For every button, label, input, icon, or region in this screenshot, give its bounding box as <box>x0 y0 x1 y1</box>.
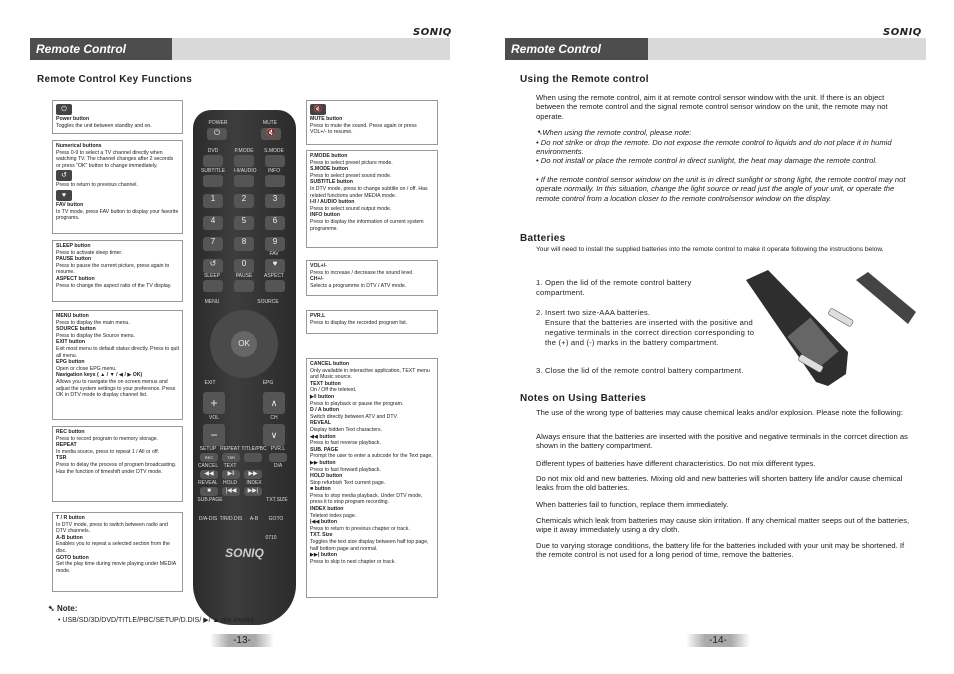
numerical-box: Numerical buttons Press 0-9 to select a TV channel directly when watching TV. The channel changes after 2 seconds or press "OK" button to change immediately. ↺ Press to return to previous channel. ♥ FAV button In TV mode, press FAV button to display your favorite programs. <box>52 140 183 234</box>
remote-logo: SONIQ <box>225 546 264 560</box>
header-bar-left <box>30 38 450 60</box>
return-icon: ↺ <box>56 170 72 181</box>
section-title: Remote Control Key Functions <box>37 74 193 85</box>
bullet-1: • Do not strike or drop the remote. Do not expose the remote control to liquids and do not place it in humid environments. <box>536 138 892 157</box>
mute-icon: 🔇 <box>310 104 326 115</box>
page-number-right: -14- <box>686 634 750 647</box>
using-title: Using the Remote control <box>520 74 649 85</box>
battery-illustration <box>738 262 918 392</box>
bullet-2: • Do not install or place the remote control in direct sunlight, the heat may damage the remote control. <box>536 156 878 165</box>
header-bar-right <box>505 38 926 60</box>
power-box: ⏻ Power button Toggles the unit between standby and on. <box>52 100 183 134</box>
using-note: ➷When using the remote control, please note: <box>536 128 692 137</box>
vol-box: VOL+/- Press to increase / decrease the sound level. CH+/- Selects a programme in DTV / ATV mode. <box>306 260 438 296</box>
notes-1: The use of the wrong type of batteries may cause chemical leaks and/or explosion. Please note the following: <box>536 408 903 417</box>
note-title: ➷ Note: <box>48 604 78 613</box>
notes-7: Due to varying storage conditions, the battery life for the batteries included with your unit may be shortened. If the remote control is not used for a long period of time, remove the batteries. <box>536 541 905 560</box>
mute-button: 🔇 <box>261 128 281 140</box>
batteries-text: Your will need to install the supplied batteries into the remote control to make it operate following the instructions below. <box>536 246 884 253</box>
notes-2: Always ensure that the batteries are inserted with the positive and negative terminals in the corrcet direction as shown in the battery compartment. <box>536 432 908 451</box>
page-number-left: -13- <box>210 634 274 647</box>
header-title-right: Remote Control <box>505 38 651 60</box>
rec-box: REC button Press to record program to memory storage. REPEAT In media source, press to repeat 1 / All or off. TSR Press to delay the process of program broadcasting. Has the function of timeshift under DTV mode. <box>52 426 183 502</box>
cancel-box: CANCEL button Only available in interactive application, TEXT menu and Music source. TEXT button On / Off the teletext. ▶‖ button Press to playback or pause the program. D / A button Switch directly between ATV and DTV. REVEAL Display hidden Text characters. ◀◀ button Press to fast reverse playback. SUB. PAGE Prompt the user to enter a subcode for the Text page. ▶▶ button Press to fast forward playback. HOLD button Stop refurbish Text current page. ■ button Press to stop media playback. Under DTV mode, press it to stop program recording. INDEX button Teletext index page. |◀◀ button Press to return to previous chapter or track. TXT. Size Toggles the text size display between half top page, half bottom page and normal. ▶▶| button Press to skip to next chapter or track. <box>306 358 438 598</box>
step-1: 1. Open the lid of the remote control battery compartment. <box>536 278 692 297</box>
remote-illustration: POWER MUTE ⏻ 🔇 DVD P.MODE S.MODE SUBTITLE I-II/AUDIO INFO 1 2 3 4 5 6 7 8 9 ↺ 0 ♥ FAV SLEEP PAUSE ASPECT MENU SOURCE OK EXIT EPG + ∧ VOL CH − ∨ SETUP REPEAT TITLE/PBC PVR.L REC TSR CANCEL TEXT D/A ◀◀ ▶‖ ▶▶ REVEAL HOLD INDEX ■ |◀◀ ▶▶| SUB.PAGE TXT.SIZE D/A-DIS T/R/D.DIS A-B GOTO 0710 SONIQ <box>193 110 296 625</box>
ok-button: OK <box>231 331 257 357</box>
sleep-box: SLEEP button Press to activate sleep timer. PAUSE button Press to pause the current picture, press again to resume. ASPECT button Press to change the aspect ratio of the TV display. <box>52 240 183 302</box>
brand-logo-right: SONIQ <box>883 27 922 38</box>
menu-box: MENU button Press to display the main menu. SOURCE button Press to display the Source menu. EXIT button Exit most menu to default status directly. Press to quit all menu. EPG button Open or close EPG menu. Navigation keys ( ▲ / ▼ / ◀ / ▶ OK) Allows you to navigate the on screen menus and adjust the system settings to your preference. Press OK in DTV mode to display channel list. <box>52 310 183 420</box>
notes-title: Notes on Using Batteries <box>520 393 647 404</box>
mute-box: 🔇 MUTE button Press to mute the sound. Press again or press VOL+/- to resume. <box>306 100 438 145</box>
fav-icon: ♥ <box>56 190 72 201</box>
remote-back-image <box>746 270 848 386</box>
notes-6: Chemicals which leak from batteries may cause skin irritation. If any chemical matter seeps out of the batteries, wipe it away immediately using a dry cloth. <box>536 516 910 535</box>
step-2: 2. Insert two size-AAA batteries. <box>536 308 651 317</box>
note-text: • USB/SD/3D/DVD/TITLE/PBC/SETUP/D.DIS/ ▶/ ▲ are invalid. <box>58 617 256 624</box>
notes-3: Different types of batteries have different characteristics. Do not mix different types. <box>536 459 816 468</box>
notes-4: Do not mix old and new batteries. Mixing old and new batteries will shorten battery life and/or cause chemical leaks from the old batteries. <box>536 474 903 493</box>
header-title-left: Remote Control <box>30 38 176 60</box>
note-arrow-icon: ➷ <box>536 128 543 137</box>
notes-5: When batteries fail to function, replace them immediately. <box>536 500 729 509</box>
pmode-box: P.MODE button Press to select preset picture mode. S.MODE button Press to select preset sound mode. SUBTITLE button In DTV mode, press to change subtitle on / off. Has related functions under MEDIA mode. I-II / AUDIO button Press to select sound output mode. INFO button Press to display the information of current system programme. <box>306 150 438 248</box>
brand-logo-left: SONIQ <box>413 27 452 38</box>
note-icon: ➷ <box>48 604 55 613</box>
batteries-title: Batteries <box>520 233 566 244</box>
power-icon: ⏻ <box>56 104 72 115</box>
power-button: ⏻ <box>207 128 227 140</box>
tr-box: T / R button In DTV mode, press to switch between radio and DTV channels. A-B button Enables you to repeat a selected section from the disc. GOTO button Set the play time during movie playing under MEDIA mode. <box>52 512 183 592</box>
using-text: When using the remote control, aim it at remote control sensor window with the unit. If there is an object between the remote control and the signal remote control sensor window on the unit, the remote may not operate. <box>536 93 888 121</box>
battery-lid-image <box>856 272 916 324</box>
pvr-box: PVR.L Press to display the recorded program list. <box>306 310 438 334</box>
step-2-detail: Ensure that the batteries are inserted with the positive and negative terminals in the correct direction corresponding to the (+) and (-) marks in the battery compartment. <box>545 318 755 347</box>
bullet-3: • If the remote control sensor window on the unit is in direct sunlight or strong light, the remote control may not operate normally. In this situation, change the light source or read just the angle of your unit, or operate the remote control from a location closer to the remote controlsensor window on the display. <box>536 175 906 203</box>
step-3: 3. Close the lid of the remote control battery compartment. <box>536 366 744 375</box>
